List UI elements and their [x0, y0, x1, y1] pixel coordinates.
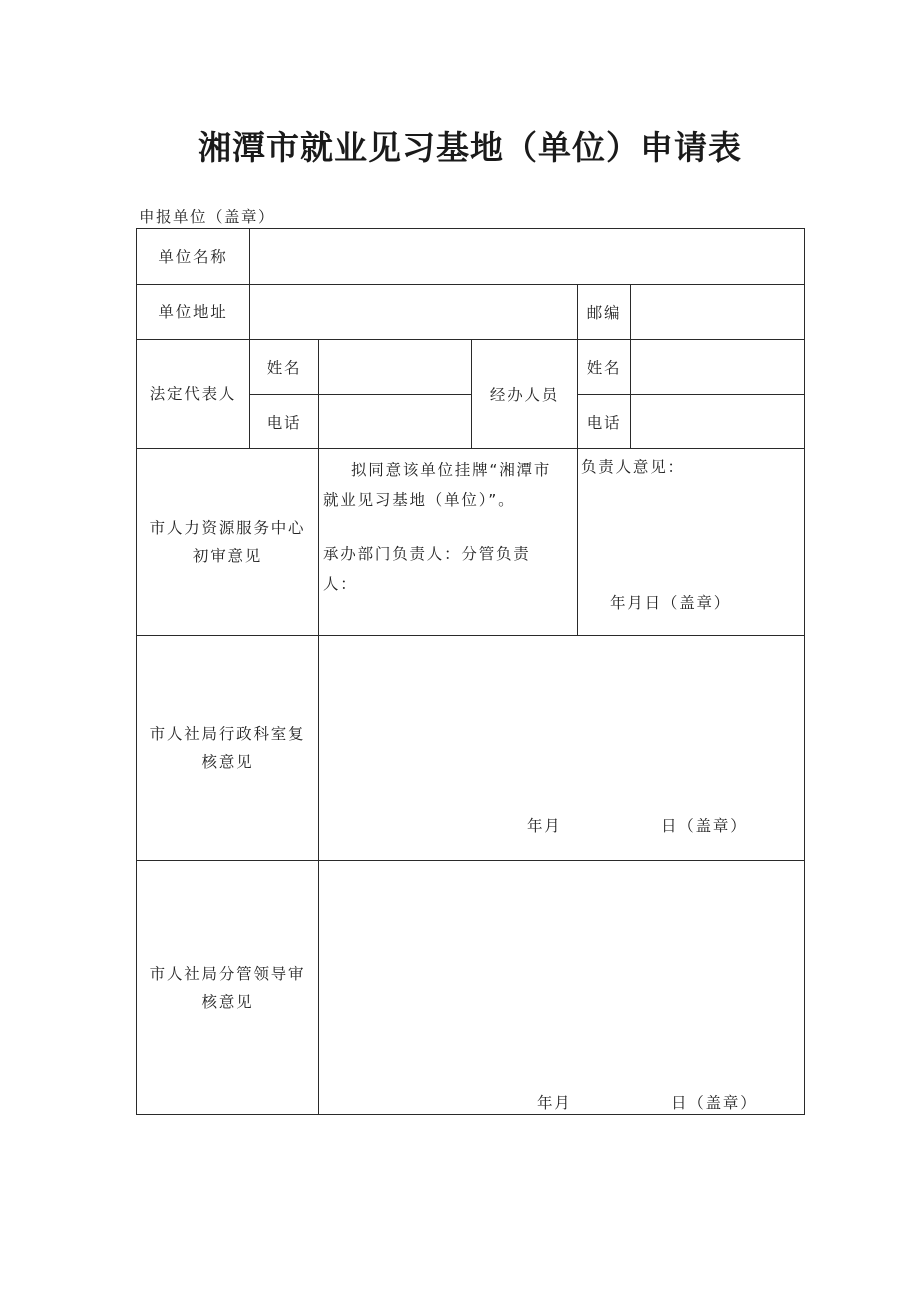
agent-label: 经办人员: [472, 340, 578, 449]
leader-date-ym: 年月: [537, 1094, 572, 1112]
hr-center-row: [137, 449, 805, 636]
hr-center-date-stamp: 年月日（盖章）: [610, 594, 732, 612]
admin-office-opinion[interactable]: [319, 636, 805, 861]
leader-opinion[interactable]: [319, 861, 805, 1115]
leader-label-line2: 核意见: [201, 992, 254, 1011]
unit-name-label: 单位名称: [137, 229, 250, 285]
agent-name-label: 姓名: [578, 340, 631, 395]
admin-office-label-line2: 核意见: [201, 753, 254, 771]
applicant-unit-label: 申报单位（盖章）: [139, 208, 276, 226]
legal-rep-name-label: 姓名: [250, 340, 319, 395]
hr-center-text-line1: 拟同意该单位挂牌“湘潭市: [351, 461, 552, 479]
unit-address-label: 单位地址: [137, 285, 250, 340]
unit-name-field[interactable]: [250, 229, 805, 285]
postcode-label: 邮编: [578, 285, 631, 340]
hr-center-opinion[interactable]: [319, 449, 578, 636]
agent-phone-field[interactable]: [631, 395, 805, 449]
legal-rep-phone-field[interactable]: [319, 395, 472, 449]
hr-center-text-line2: 就业见习基地（单位）”。: [323, 491, 516, 509]
agent-name-field[interactable]: [631, 340, 805, 395]
hr-center-label: [137, 449, 319, 636]
page-title: 湘潭市就业见习基地（单位）申请表: [198, 128, 742, 167]
legal-rep-phone-label: 电话: [250, 395, 319, 449]
head-opinion-label: 负责人意见：: [581, 458, 685, 476]
unit-address-field[interactable]: [250, 285, 578, 340]
legal-rep-name-field[interactable]: [319, 340, 472, 395]
admin-office-label-line1: 市人社局行政科室复: [149, 725, 306, 743]
leader-label-line1: 市人社局分管领导审: [149, 964, 306, 983]
leader-label: [137, 861, 319, 1115]
leader-row: [137, 861, 805, 1115]
application-form-table: [136, 228, 805, 1115]
unit-address-row: [137, 285, 805, 340]
leader-date-day: 日（盖章）: [671, 1094, 758, 1112]
admin-office-date-ym: 年月: [527, 817, 562, 835]
admin-office-label: [137, 636, 319, 861]
hr-center-label-line1: 市人力资源服务中心: [149, 519, 306, 537]
hr-center-sign-line2: 人：: [323, 575, 358, 593]
unit-name-row: [137, 229, 805, 285]
legal-rep-row-1: [137, 340, 805, 395]
postcode-field[interactable]: [631, 285, 805, 340]
hr-center-sign-line1: 承办部门负责人：分管负责: [323, 545, 531, 563]
admin-office-row: [137, 636, 805, 861]
legal-rep-label: 法定代表人: [137, 340, 250, 449]
agent-phone-label: 电话: [578, 395, 631, 449]
hr-center-head-opinion[interactable]: [578, 449, 805, 636]
admin-office-date-day: 日（盖章）: [661, 817, 748, 835]
hr-center-label-line2: 初审意见: [192, 547, 263, 565]
